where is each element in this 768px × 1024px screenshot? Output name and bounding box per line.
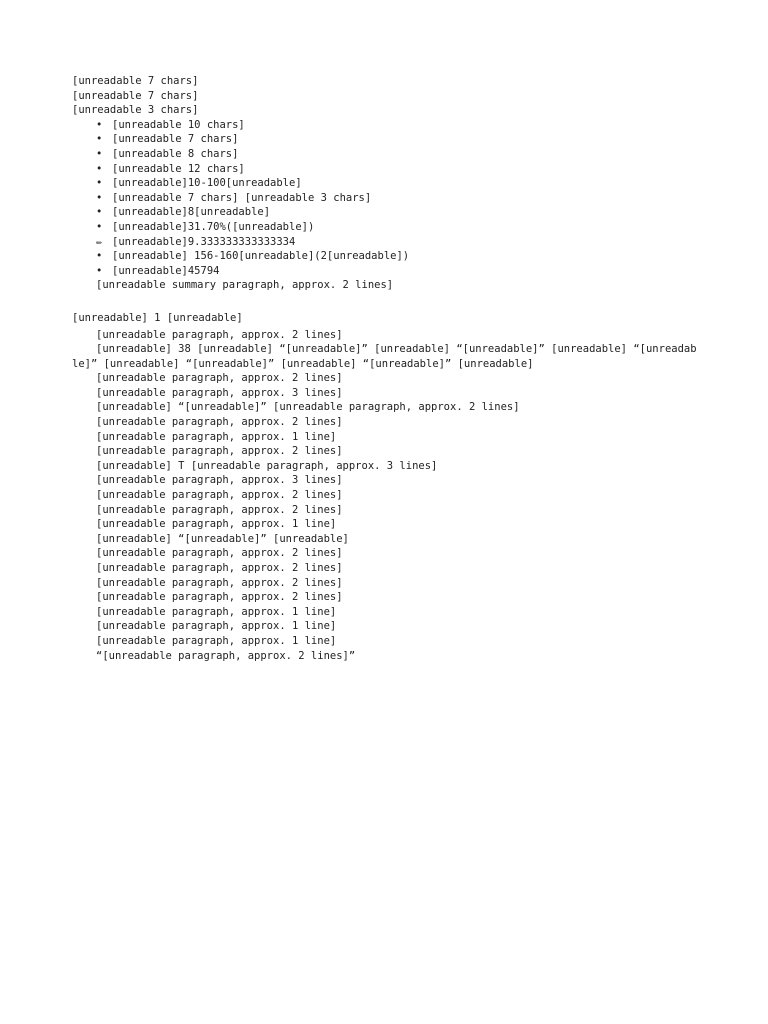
metadata-item	[72, 118, 702, 133]
paragraph: [unreadable paragraph, approx. 1 line]	[96, 634, 337, 647]
bullet-icon: •	[96, 264, 103, 277]
paragraph: [unreadable] “[unreadable]” [unreadable]	[96, 532, 349, 545]
bullet-icon: •	[96, 147, 103, 160]
paragraph: [unreadable paragraph, approx. 1 line]	[96, 518, 337, 531]
metadata-item	[72, 249, 702, 264]
header-line: [unreadable 7 chars]	[72, 89, 199, 102]
metadata-list	[72, 118, 702, 293]
paragraph: [unreadable paragraph, approx. 3 lines]	[96, 474, 343, 487]
header-line: [unreadable 3 chars]	[72, 104, 199, 117]
metadata-text: [unreadable 12 chars]	[112, 162, 245, 175]
metadata-text: [unreadable] 156-160[unreadable](2[unreadable])	[112, 250, 410, 263]
paragraph: “[unreadable paragraph, approx. 2 lines]”	[96, 649, 356, 662]
metadata-item	[72, 176, 702, 191]
paragraph: [unreadable paragraph, approx. 1 line]	[96, 620, 337, 633]
paragraph: [unreadable paragraph, approx. 3 lines]	[96, 386, 343, 399]
bullet-icon: •	[96, 220, 103, 233]
paragraph: [unreadable paragraph, approx. 2 lines]	[96, 489, 343, 502]
bullet-icon: •	[96, 250, 103, 263]
metadata-text: [unreadable]9.333333333333334	[112, 235, 296, 248]
metadata-item	[72, 147, 702, 162]
metadata-text: [unreadable]10-100[unreadable]	[112, 177, 302, 190]
bullet-icon: •	[96, 133, 103, 146]
paragraph: [unreadable paragraph, approx. 1 line]	[96, 430, 337, 443]
metadata-item	[72, 191, 702, 206]
metadata-text: [unreadable 7 chars] [unreadable 3 chars]	[112, 191, 372, 204]
paragraph: [unreadable paragraph, approx. 2 lines]	[96, 547, 343, 560]
bullet-icon: •	[96, 162, 103, 175]
pencil-icon: ✏	[96, 235, 103, 248]
metadata-text: [unreadable 10 chars]	[112, 118, 245, 131]
metadata-text: [unreadable]31.70%([unreadable])	[112, 220, 315, 233]
chapter	[72, 311, 702, 663]
bullet-icon: •	[96, 191, 103, 204]
metadata-item	[72, 205, 702, 220]
metadata-item	[72, 162, 702, 177]
chapter-title: [unreadable] 1 [unreadable]	[72, 311, 243, 324]
paragraph: [unreadable paragraph, approx. 1 line]	[96, 605, 337, 618]
metadata-text: [unreadable 8 chars]	[112, 147, 239, 160]
paragraph: [unreadable paragraph, approx. 2 lines]	[96, 576, 343, 589]
metadata-text: [unreadable]8[unreadable]	[112, 206, 271, 219]
metadata-item	[72, 132, 702, 147]
bullet-icon: •	[96, 118, 103, 131]
paragraph: [unreadable paragraph, approx. 2 lines]	[96, 591, 343, 604]
paragraph: [unreadable paragraph, approx. 2 lines]	[96, 416, 343, 429]
header-line: [unreadable 7 chars]	[72, 75, 199, 87]
paragraph: [unreadable paragraph, approx. 2 lines]	[96, 328, 343, 341]
paragraph: [unreadable paragraph, approx. 2 lines]	[96, 445, 343, 458]
paragraph: [unreadable] T [unreadable paragraph, approx. 3 lines]	[96, 459, 438, 472]
bullet-icon: •	[96, 177, 103, 190]
paragraph: [unreadable paragraph, approx. 2 lines]	[96, 562, 343, 574]
paragraph: [unreadable] 38 [unreadable] “[unreadable]” [unreadable] “[unreadable]” [unreadable] “[unreadable]” [unreadable] “[unreadable]” [unreadable] “[unreadable]” [unreadable]	[72, 343, 697, 370]
metadata-text: [unreadable]45794	[112, 264, 220, 277]
paragraph: [unreadable paragraph, approx. 2 lines]	[96, 503, 343, 516]
metadata-item	[72, 220, 702, 235]
paragraph: [unreadable] “[unreadable]” [unreadable paragraph, approx. 2 lines]	[96, 401, 520, 414]
metadata-item	[72, 235, 702, 250]
paragraph: [unreadable paragraph, approx. 2 lines]	[96, 372, 343, 385]
document-body	[72, 74, 702, 663]
metadata-summary: [unreadable summary paragraph, approx. 2 lines]	[96, 279, 394, 292]
metadata-text: [unreadable 7 chars]	[112, 133, 239, 146]
bullet-icon: •	[96, 206, 103, 219]
metadata-item	[72, 264, 702, 279]
